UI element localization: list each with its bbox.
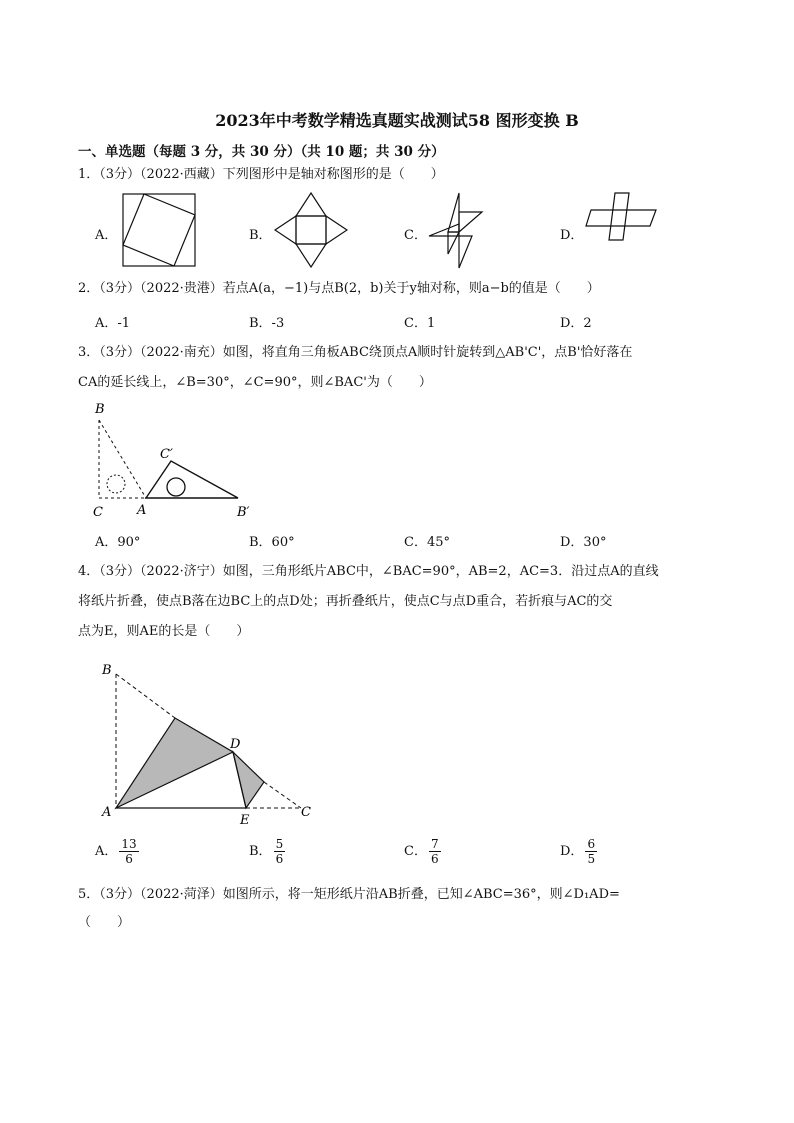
q4-option-b[interactable] xyxy=(249,837,285,866)
q2-option-c[interactable]: C．1 xyxy=(404,316,436,331)
q4-option-d[interactable] xyxy=(560,837,597,866)
q4-option-d-numerator: 6 xyxy=(587,837,596,851)
q2-option-b[interactable]: B．-3 xyxy=(249,316,285,331)
q4-label-e: E xyxy=(240,813,250,828)
q4-option-c-denominator: 6 xyxy=(430,852,439,866)
q4-edge-dc-lower xyxy=(264,782,301,808)
q3-option-b[interactable]: B．60° xyxy=(249,535,295,550)
q3-triangle-rotated xyxy=(146,461,238,498)
question-1-stem: 1．（3分）（2022·西藏）下列图形中是轴对称图形的是（ ） xyxy=(78,167,444,182)
q4-option-d-fraction xyxy=(585,837,597,866)
q4-label-d: D xyxy=(230,737,241,752)
question-3-line-1: 3．（3分）（2022·南充）如图，将直角三角板ABC绕顶点A顺时针旋转到△AB'C'，点B'恰好落在 xyxy=(78,345,633,360)
q3-option-a[interactable]: A．90° xyxy=(95,535,141,550)
question-4-line-3: 点为E，则AE的长是（ ） xyxy=(78,624,250,639)
q4-option-b-denominator: 6 xyxy=(275,852,284,866)
q3-option-d[interactable]: D．30° xyxy=(560,535,607,550)
q3-label-a: A xyxy=(137,503,147,518)
question-4-line-1: 4．（3分）（2022·济宁）如图，三角形纸片ABC中，∠BAC=90°，AB=2，AC=3．沿过点A的直线 xyxy=(78,564,659,579)
section-header: 一、单选题（每题 3 分，共 30 分）（共 10 题；共 30 分） xyxy=(78,144,445,160)
q3-label-b: B xyxy=(95,402,105,417)
q4-edge-bd-upper xyxy=(116,674,175,718)
q4-label-c: C xyxy=(301,805,311,820)
q3-hole-rotated xyxy=(167,478,185,496)
question-3-line-2: CA的延长线上，∠B=30°，∠C=90°，则∠BAC'为（ ） xyxy=(78,375,432,390)
q4-option-a-fraction xyxy=(119,837,138,866)
q2-option-d[interactable]: D．2 xyxy=(560,316,592,331)
q3-option-c[interactable]: C．45° xyxy=(404,535,450,550)
q4-option-b-fraction xyxy=(274,837,286,866)
q4-option-c-fraction xyxy=(429,837,441,866)
q4-option-a[interactable] xyxy=(95,837,139,866)
q4-option-a-numerator: 13 xyxy=(121,837,137,851)
q4-label-b: B xyxy=(102,663,112,678)
q1-figure-d-parallelograms xyxy=(585,192,657,242)
q4-option-a-letter: A． xyxy=(95,844,118,859)
q4-option-b-numerator: 5 xyxy=(275,837,284,851)
q1-figure-b-star-square xyxy=(274,192,348,268)
q1-option-c-label[interactable]: C． xyxy=(404,228,427,243)
q1-option-b-label[interactable]: B． xyxy=(249,228,272,243)
q4-option-b-letter: B． xyxy=(249,844,272,859)
page-title: 2023年中考数学精选真题实战测试58 图形变换 B xyxy=(215,111,579,130)
question-5-line-2: （ ） xyxy=(78,915,131,930)
q1-figure-a-square xyxy=(122,193,196,267)
q4-label-a: A xyxy=(102,805,112,820)
q4-option-c-letter: C． xyxy=(404,844,427,859)
question-5-line-1: 5．（3分）（2022·菏泽）如图所示，将一矩形纸片沿AB折叠，已知∠ABC=36°，则∠D₁AD= xyxy=(78,887,620,902)
q4-option-c-numerator: 7 xyxy=(430,837,439,851)
q4-option-d-letter: D． xyxy=(560,844,584,859)
q3-hole-original xyxy=(107,475,125,493)
q4-option-c[interactable] xyxy=(404,837,441,866)
q4-figure-folded-triangle xyxy=(96,658,321,828)
q1-figure-c-pinwheel xyxy=(428,192,486,270)
q3-label-b-prime: B′ xyxy=(237,505,250,520)
question-2-stem: 2．（3分）（2022·贵港）若点A(a，−1)与点B(2，b)关于y轴对称，则a−b的值是（ ） xyxy=(78,281,600,296)
q4-shaded-triangle-right xyxy=(233,752,264,808)
question-4-line-2: 将纸片折叠，使点B落在边BC上的点D处；再折叠纸片，使点C与点D重合，若折痕与AC的交 xyxy=(78,594,613,609)
q1-option-a-label[interactable]: A． xyxy=(95,228,118,243)
q4-shaded-triangle-left xyxy=(116,718,233,808)
q1-option-d-label[interactable]: D． xyxy=(560,228,584,243)
q4-option-d-denominator: 5 xyxy=(587,852,596,866)
q3-figure-rotated-triangles xyxy=(90,398,260,522)
q3-label-c: C xyxy=(93,505,103,520)
q4-option-a-denominator: 6 xyxy=(125,852,133,866)
q2-option-a[interactable]: A．-1 xyxy=(95,316,131,331)
q3-edge-ab xyxy=(99,420,146,498)
q3-label-c-prime: C′ xyxy=(160,447,173,462)
